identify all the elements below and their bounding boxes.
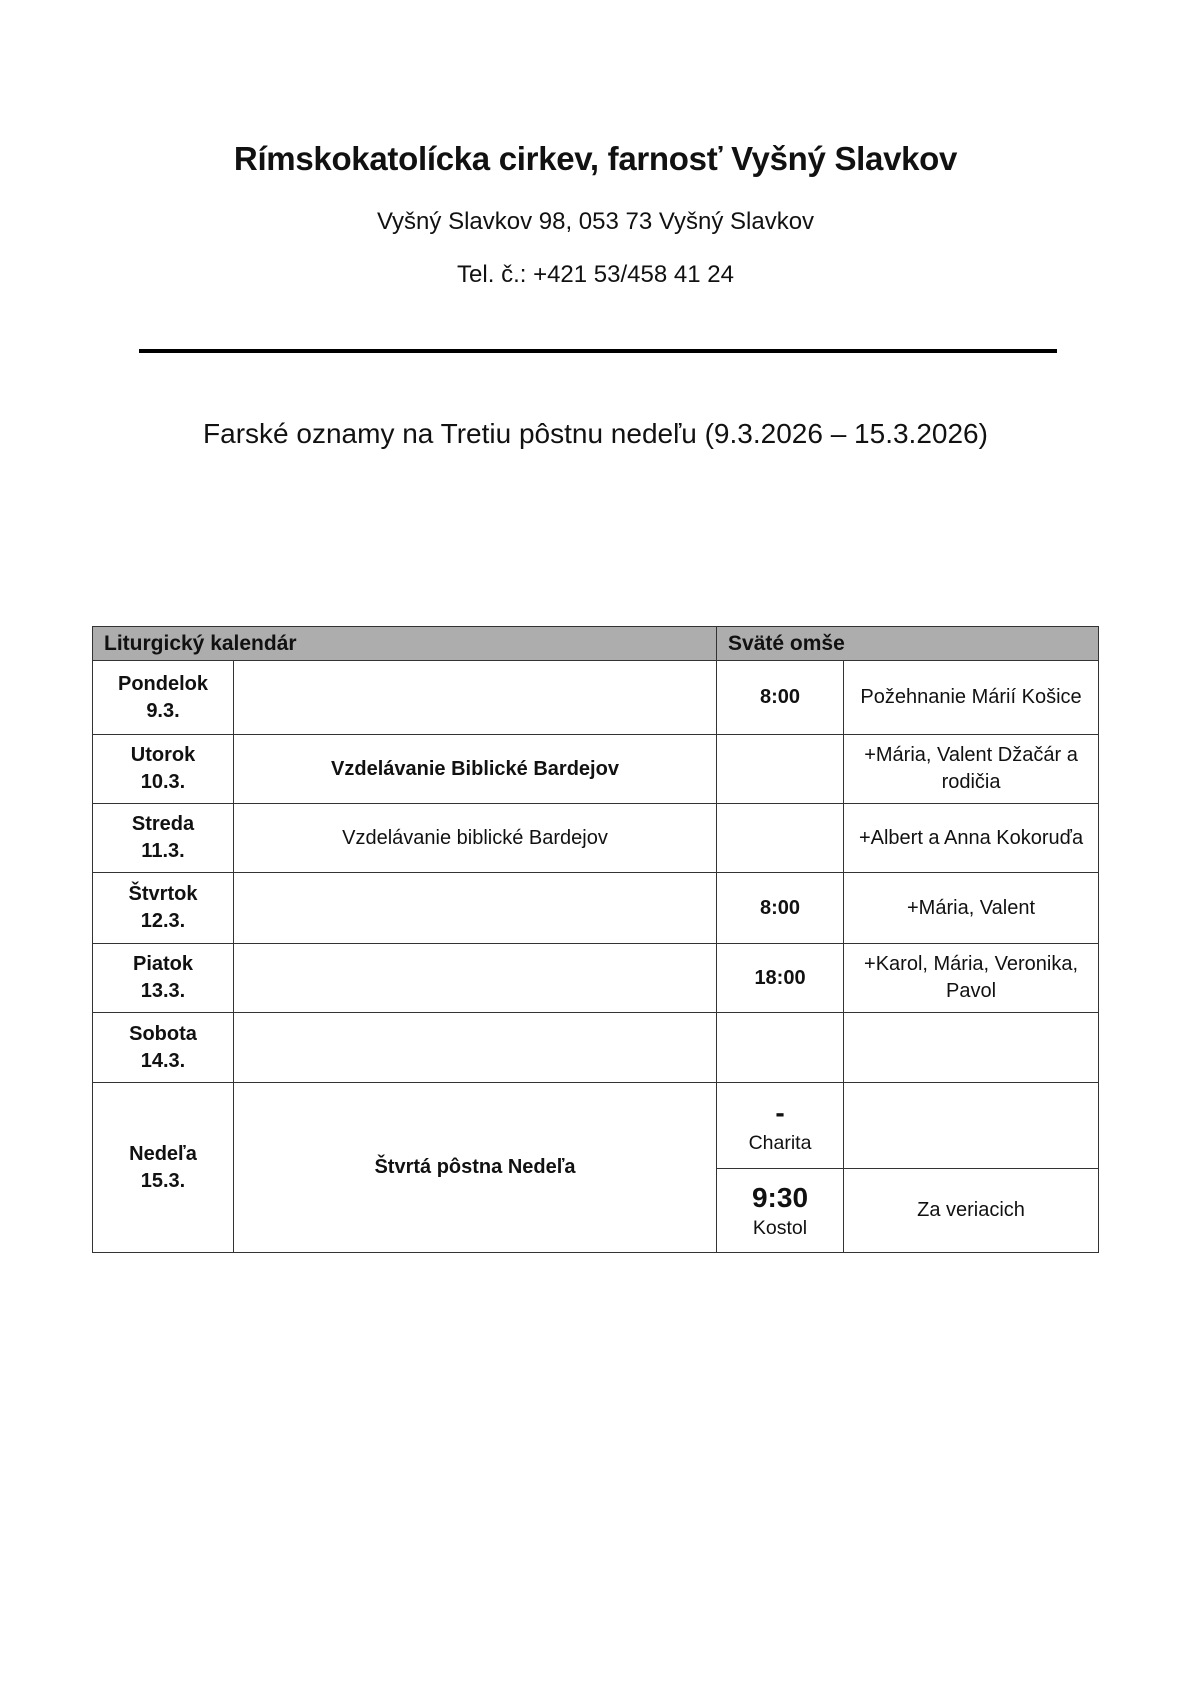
table-row <box>93 735 1099 804</box>
day-cell <box>93 1013 234 1083</box>
table-row-sunday <box>93 1083 1099 1169</box>
table-row <box>93 944 1099 1013</box>
mass-intention: Požehnanie Márií Košice <box>844 661 1099 735</box>
mass-time-cell <box>717 1083 844 1169</box>
mass-time <box>717 735 844 804</box>
day-date: 11.3. <box>141 840 185 862</box>
mass-intention: +Mária, Valent Džačár a rodičia <box>844 735 1099 804</box>
mass-time: 18:00 <box>717 944 844 1013</box>
mass-intention <box>844 1083 1099 1169</box>
day-cell <box>93 735 234 804</box>
day-cell <box>93 1083 234 1253</box>
table-row <box>93 873 1099 944</box>
event-cell: Vzdelávanie Biblické Bardejov <box>234 735 717 804</box>
day-name: Nedeľa <box>129 1142 197 1165</box>
day-date: 14.3. <box>140 1049 186 1072</box>
mass-intention <box>844 1013 1099 1083</box>
table-row <box>93 804 1099 873</box>
day-name: Štvrtok <box>128 883 198 905</box>
mass-intention: +Albert a Anna Kokoruďa <box>844 804 1099 873</box>
day-date: 9.3. <box>146 699 180 722</box>
day-date: 12.3. <box>140 910 186 932</box>
event-cell <box>234 661 717 735</box>
day-cell <box>93 944 234 1013</box>
day-name: Streda <box>131 813 195 835</box>
table-row <box>93 661 1099 735</box>
event-cell <box>234 944 717 1013</box>
announcement-heading: Farské oznamy na Tretiu pôstnu nedeľu (9.3.2026 – 15.3.2026) <box>203 418 988 449</box>
day-name: Sobota <box>129 1022 197 1045</box>
header-holy-masses: Sväté omše <box>717 627 1099 661</box>
mass-time-cell <box>717 1169 844 1253</box>
day-date: 15.3. <box>140 1169 186 1192</box>
day-name: Pondelok <box>117 672 208 695</box>
event-cell <box>234 873 717 944</box>
day-cell <box>93 804 234 873</box>
mass-intention: +Karol, Mária, Veronika, Pavol <box>844 944 1099 1013</box>
mass-intention: +Mária, Valent <box>844 873 1099 944</box>
day-name: Piatok <box>132 953 194 975</box>
day-date: 13.3. <box>140 980 186 1002</box>
schedule-table <box>92 626 1099 1253</box>
event-cell: Vzdelávanie biblické Bardejov <box>234 804 717 873</box>
mass-time <box>717 804 844 873</box>
mass-place: Kostol <box>752 1216 808 1239</box>
parish-phone: Tel. č.: +421 53/458 41 24 <box>457 261 734 288</box>
day-name: Utorok <box>130 744 196 766</box>
mass-time <box>717 1013 844 1083</box>
event-cell: Štvrtá pôstna Nedeľa <box>234 1083 717 1253</box>
day-date: 10.3. <box>140 771 186 793</box>
event-cell <box>234 1013 717 1083</box>
table-header-row <box>93 627 1099 661</box>
parish-title: Rímskokatolícka cirkev, farnosť Vyšný Slavkov <box>233 140 958 177</box>
mass-intention: Za veriacich <box>844 1169 1099 1253</box>
divider-line <box>139 349 1057 353</box>
mass-place: Charita <box>748 1131 812 1154</box>
day-cell <box>93 873 234 944</box>
table-row <box>93 1013 1099 1083</box>
day-cell <box>93 661 234 735</box>
mass-time: - <box>775 1096 785 1128</box>
parish-address: Vyšný Slavkov 98, 053 73 Vyšný Slavkov <box>376 208 815 235</box>
mass-time: 9:30 <box>751 1181 809 1213</box>
mass-time: 8:00 <box>717 873 844 944</box>
mass-time: 8:00 <box>717 661 844 735</box>
header-liturgical-calendar: Liturgický kalendár <box>93 627 717 661</box>
